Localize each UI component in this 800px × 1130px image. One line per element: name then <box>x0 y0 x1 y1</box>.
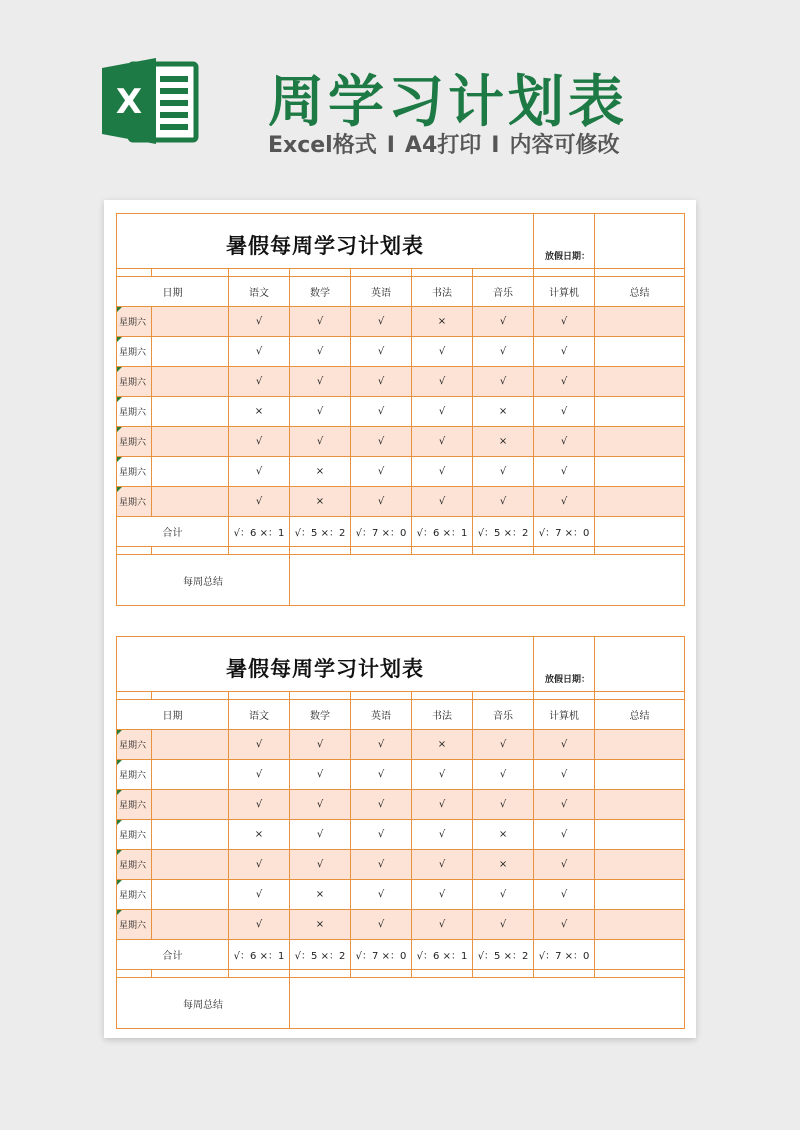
date-cell[interactable] <box>152 397 229 427</box>
column-header: 音乐 <box>473 277 534 307</box>
day-cell[interactable]: 星期六 <box>117 307 152 337</box>
spacer-cell <box>351 547 412 555</box>
subject-mark-cell[interactable]: √ <box>534 910 595 940</box>
spacer-cell <box>152 970 229 978</box>
subject-mark-cell[interactable]: √ <box>473 760 534 790</box>
column-header: 书法 <box>412 277 473 307</box>
summary-cell[interactable] <box>595 487 685 517</box>
spacer-cell <box>473 692 534 700</box>
subject-mark-cell[interactable]: √ <box>351 880 412 910</box>
weekly-summary-label: 每周总结 <box>117 555 290 606</box>
subject-mark-cell[interactable]: √ <box>412 427 473 457</box>
total-cell: √：7 ×：0 <box>534 940 595 970</box>
table-row <box>117 760 685 790</box>
subject-mark-cell[interactable]: √ <box>351 337 412 367</box>
subject-mark-cell[interactable]: √ <box>412 487 473 517</box>
spacer-cell <box>595 970 685 978</box>
subject-mark-cell[interactable]: √ <box>534 397 595 427</box>
summary-cell[interactable] <box>595 820 685 850</box>
spacer-cell <box>412 547 473 555</box>
subject-mark-cell[interactable]: √ <box>290 427 351 457</box>
spacer-cell <box>290 547 351 555</box>
total-cell: √：6 ×：1 <box>229 940 290 970</box>
spacer-cell <box>351 269 412 277</box>
date-cell[interactable] <box>152 457 229 487</box>
table-row <box>117 337 685 367</box>
subtitle-separator: I <box>491 133 500 158</box>
summary-cell[interactable] <box>595 760 685 790</box>
column-header: 英语 <box>351 700 412 730</box>
subtitle-separator: I <box>386 133 395 158</box>
subject-mark-cell[interactable]: √ <box>351 307 412 337</box>
subject-mark-cell[interactable]: √ <box>473 457 534 487</box>
subject-mark-cell[interactable]: √ <box>534 730 595 760</box>
subject-mark-cell[interactable]: √ <box>290 307 351 337</box>
subject-mark-cell[interactable]: √ <box>534 850 595 880</box>
subject-mark-cell[interactable]: × <box>290 880 351 910</box>
summary-cell[interactable] <box>595 880 685 910</box>
spacer-cell <box>412 269 473 277</box>
summary-cell[interactable] <box>595 307 685 337</box>
day-cell[interactable]: 星期六 <box>117 397 152 427</box>
total-summary-cell[interactable] <box>595 940 685 970</box>
day-cell[interactable]: 星期六 <box>117 367 152 397</box>
subject-mark-cell[interactable]: √ <box>534 760 595 790</box>
spacer-cell <box>412 692 473 700</box>
holiday-date-label: 放假日期： <box>534 214 595 269</box>
column-header-date: 日期 <box>117 277 229 307</box>
subject-mark-cell[interactable]: √ <box>229 367 290 397</box>
subject-mark-cell[interactable]: √ <box>534 367 595 397</box>
total-row <box>117 517 685 547</box>
column-header: 数学 <box>290 700 351 730</box>
subject-mark-cell[interactable]: √ <box>351 760 412 790</box>
total-cell: √：7 ×：0 <box>351 940 412 970</box>
column-header: 英语 <box>351 277 412 307</box>
summary-cell[interactable] <box>595 730 685 760</box>
page-title: 周学习计划表 <box>268 70 628 135</box>
subject-mark-cell[interactable]: √ <box>290 397 351 427</box>
day-cell[interactable]: 星期六 <box>117 337 152 367</box>
column-header: 语文 <box>229 277 290 307</box>
date-cell[interactable] <box>152 337 229 367</box>
date-cell[interactable] <box>152 820 229 850</box>
total-cell: √：5 ×：2 <box>473 940 534 970</box>
day-cell[interactable]: 星期六 <box>117 487 152 517</box>
sheet-title: 暑假每周学习计划表 <box>117 637 534 692</box>
day-cell[interactable]: 星期六 <box>117 910 152 940</box>
subject-mark-cell[interactable]: √ <box>351 730 412 760</box>
date-cell[interactable] <box>152 487 229 517</box>
table-row <box>117 457 685 487</box>
document-page <box>104 200 696 1038</box>
weekly-summary-input[interactable] <box>290 555 685 606</box>
subject-mark-cell[interactable]: × <box>229 397 290 427</box>
spacer-cell <box>534 269 595 277</box>
day-cell[interactable]: 星期六 <box>117 820 152 850</box>
total-label: 合计 <box>117 517 229 547</box>
date-cell[interactable] <box>152 910 229 940</box>
spacer-cell <box>290 269 351 277</box>
total-cell: √：6 ×：1 <box>412 517 473 547</box>
holiday-date-label: 放假日期： <box>534 637 595 692</box>
spacer-cell <box>229 970 290 978</box>
table-row <box>117 880 685 910</box>
subject-mark-cell[interactable]: √ <box>290 790 351 820</box>
subject-mark-cell[interactable]: √ <box>351 457 412 487</box>
subject-mark-cell[interactable]: √ <box>473 910 534 940</box>
table-row <box>117 790 685 820</box>
subject-mark-cell[interactable]: √ <box>534 487 595 517</box>
subject-mark-cell[interactable]: √ <box>229 457 290 487</box>
subject-mark-cell[interactable]: √ <box>412 457 473 487</box>
subject-mark-cell[interactable]: √ <box>412 790 473 820</box>
total-cell: √：7 ×：0 <box>534 517 595 547</box>
spacer-cell <box>290 970 351 978</box>
subtitle-print: A4打印 <box>404 133 482 158</box>
subject-mark-cell[interactable]: √ <box>534 820 595 850</box>
spacer-cell <box>595 547 685 555</box>
column-header: 计算机 <box>534 700 595 730</box>
holiday-date-value[interactable] <box>595 214 685 269</box>
subject-mark-cell[interactable]: √ <box>473 880 534 910</box>
table-row <box>117 850 685 880</box>
spacer-cell <box>473 547 534 555</box>
subject-mark-cell[interactable]: √ <box>412 880 473 910</box>
subject-mark-cell[interactable]: √ <box>534 307 595 337</box>
column-header: 计算机 <box>534 277 595 307</box>
date-cell[interactable] <box>152 850 229 880</box>
day-cell[interactable]: 星期六 <box>117 880 152 910</box>
subtitle-editable: 内容可修改 <box>509 133 620 158</box>
column-header: 音乐 <box>473 700 534 730</box>
plan-table <box>116 213 685 606</box>
summary-cell[interactable] <box>595 910 685 940</box>
subject-mark-cell[interactable]: × <box>290 457 351 487</box>
spacer-cell <box>595 269 685 277</box>
subtitle-format: Excel格式 <box>268 133 377 158</box>
subject-mark-cell[interactable]: √ <box>473 790 534 820</box>
plan-table-2 <box>116 636 684 1029</box>
day-cell[interactable]: 星期六 <box>117 760 152 790</box>
column-header: 语文 <box>229 700 290 730</box>
spacer-cell <box>229 269 290 277</box>
spacer-cell <box>473 970 534 978</box>
subject-mark-cell[interactable]: √ <box>351 427 412 457</box>
summary-cell[interactable] <box>595 790 685 820</box>
subject-mark-cell[interactable]: × <box>229 820 290 850</box>
total-cell: √：6 ×：1 <box>229 517 290 547</box>
subject-mark-cell[interactable]: √ <box>351 820 412 850</box>
spacer-cell <box>534 692 595 700</box>
summary-cell[interactable] <box>595 427 685 457</box>
subject-mark-cell[interactable]: √ <box>229 790 290 820</box>
subject-mark-cell[interactable]: √ <box>351 487 412 517</box>
day-cell[interactable]: 星期六 <box>117 790 152 820</box>
table-row <box>117 427 685 457</box>
subject-mark-cell[interactable]: √ <box>351 367 412 397</box>
subject-mark-cell[interactable]: √ <box>412 820 473 850</box>
summary-cell[interactable] <box>595 337 685 367</box>
summary-cell[interactable] <box>595 850 685 880</box>
spacer-cell <box>117 547 152 555</box>
subject-mark-cell[interactable]: √ <box>473 307 534 337</box>
date-cell[interactable] <box>152 367 229 397</box>
subject-mark-cell[interactable]: √ <box>290 730 351 760</box>
subject-mark-cell[interactable]: √ <box>412 337 473 367</box>
subject-mark-cell[interactable]: √ <box>229 880 290 910</box>
subject-mark-cell[interactable]: √ <box>412 397 473 427</box>
day-cell[interactable]: 星期六 <box>117 457 152 487</box>
subject-mark-cell[interactable]: √ <box>534 427 595 457</box>
spacer-cell <box>152 547 229 555</box>
subject-mark-cell[interactable]: √ <box>534 790 595 820</box>
subject-mark-cell[interactable]: √ <box>473 487 534 517</box>
subject-mark-cell[interactable]: × <box>473 850 534 880</box>
subject-mark-cell[interactable]: √ <box>351 850 412 880</box>
subject-mark-cell[interactable]: √ <box>534 337 595 367</box>
subject-mark-cell[interactable]: √ <box>229 910 290 940</box>
total-summary-cell[interactable] <box>595 517 685 547</box>
spacer-cell <box>290 692 351 700</box>
column-header: 书法 <box>412 700 473 730</box>
spacer-cell <box>152 692 229 700</box>
subject-mark-cell[interactable]: √ <box>229 730 290 760</box>
spacer-cell <box>351 970 412 978</box>
weekly-summary-label: 每周总结 <box>117 978 290 1029</box>
date-cell[interactable] <box>152 790 229 820</box>
subject-mark-cell[interactable]: √ <box>534 457 595 487</box>
subject-mark-cell[interactable]: √ <box>412 910 473 940</box>
subject-mark-cell[interactable]: × <box>412 307 473 337</box>
summary-cell[interactable] <box>595 367 685 397</box>
spacer-cell <box>473 269 534 277</box>
holiday-date-value[interactable] <box>595 637 685 692</box>
subject-mark-cell[interactable]: × <box>290 910 351 940</box>
column-header: 总结 <box>595 700 685 730</box>
subject-mark-cell[interactable]: √ <box>534 880 595 910</box>
subject-mark-cell[interactable]: × <box>473 397 534 427</box>
page-header <box>0 0 800 195</box>
total-cell: √：7 ×：0 <box>351 517 412 547</box>
subject-mark-cell[interactable]: √ <box>412 367 473 397</box>
spacer-cell <box>117 692 152 700</box>
column-header: 数学 <box>290 277 351 307</box>
date-cell[interactable] <box>152 760 229 790</box>
subject-mark-cell[interactable]: × <box>473 820 534 850</box>
summary-cell[interactable] <box>595 397 685 427</box>
subtitle <box>268 128 619 159</box>
total-row <box>117 940 685 970</box>
excel-icon <box>100 56 200 146</box>
table-row <box>117 367 685 397</box>
spacer-cell <box>117 970 152 978</box>
spacer-cell <box>152 269 229 277</box>
column-header-date: 日期 <box>117 700 229 730</box>
day-cell[interactable]: 星期六 <box>117 850 152 880</box>
subject-mark-cell[interactable]: √ <box>351 397 412 427</box>
date-cell[interactable] <box>152 730 229 760</box>
total-label: 合计 <box>117 940 229 970</box>
spacer-cell <box>534 547 595 555</box>
day-cell[interactable]: 星期六 <box>117 730 152 760</box>
table-row <box>117 730 685 760</box>
subject-mark-cell[interactable]: √ <box>290 367 351 397</box>
subject-mark-cell[interactable]: √ <box>229 307 290 337</box>
weekly-summary-input[interactable] <box>290 978 685 1029</box>
subject-mark-cell[interactable]: √ <box>290 337 351 367</box>
subject-mark-cell[interactable]: √ <box>229 760 290 790</box>
table-row <box>117 487 685 517</box>
summary-cell[interactable] <box>595 457 685 487</box>
spacer-cell <box>412 970 473 978</box>
subject-mark-cell[interactable]: √ <box>229 850 290 880</box>
total-cell: √：6 ×：1 <box>412 940 473 970</box>
subject-mark-cell[interactable]: √ <box>290 820 351 850</box>
subject-mark-cell[interactable]: √ <box>473 367 534 397</box>
spacer-cell <box>117 269 152 277</box>
spacer-cell <box>229 692 290 700</box>
subject-mark-cell[interactable]: × <box>290 487 351 517</box>
spacer-cell <box>229 547 290 555</box>
column-header: 总结 <box>595 277 685 307</box>
date-cell[interactable] <box>152 880 229 910</box>
table-row <box>117 397 685 427</box>
date-cell[interactable] <box>152 427 229 457</box>
subject-mark-cell[interactable]: √ <box>473 730 534 760</box>
subject-mark-cell[interactable]: √ <box>290 850 351 880</box>
subject-mark-cell[interactable]: × <box>473 427 534 457</box>
subject-mark-cell[interactable]: × <box>412 730 473 760</box>
total-cell: √：5 ×：2 <box>290 940 351 970</box>
day-cell[interactable]: 星期六 <box>117 427 152 457</box>
spacer-cell <box>351 692 412 700</box>
subject-mark-cell[interactable]: √ <box>351 910 412 940</box>
subject-mark-cell[interactable]: √ <box>229 427 290 457</box>
logo-letter: X <box>115 82 143 122</box>
spacer-cell <box>595 692 685 700</box>
total-cell: √：5 ×：2 <box>290 517 351 547</box>
sheet-title: 暑假每周学习计划表 <box>117 214 534 269</box>
total-cell: √：5 ×：2 <box>473 517 534 547</box>
date-cell[interactable] <box>152 307 229 337</box>
subject-mark-cell[interactable]: √ <box>229 337 290 367</box>
plan-table <box>116 636 685 1029</box>
table-row <box>117 910 685 940</box>
spacer-cell <box>534 970 595 978</box>
subject-mark-cell[interactable]: √ <box>412 850 473 880</box>
subject-mark-cell[interactable]: √ <box>473 337 534 367</box>
table-row <box>117 820 685 850</box>
subject-mark-cell[interactable]: √ <box>351 790 412 820</box>
plan-table-1 <box>116 213 684 606</box>
subject-mark-cell[interactable]: √ <box>412 760 473 790</box>
table-row <box>117 307 685 337</box>
subject-mark-cell[interactable]: √ <box>290 760 351 790</box>
subject-mark-cell[interactable]: √ <box>229 487 290 517</box>
